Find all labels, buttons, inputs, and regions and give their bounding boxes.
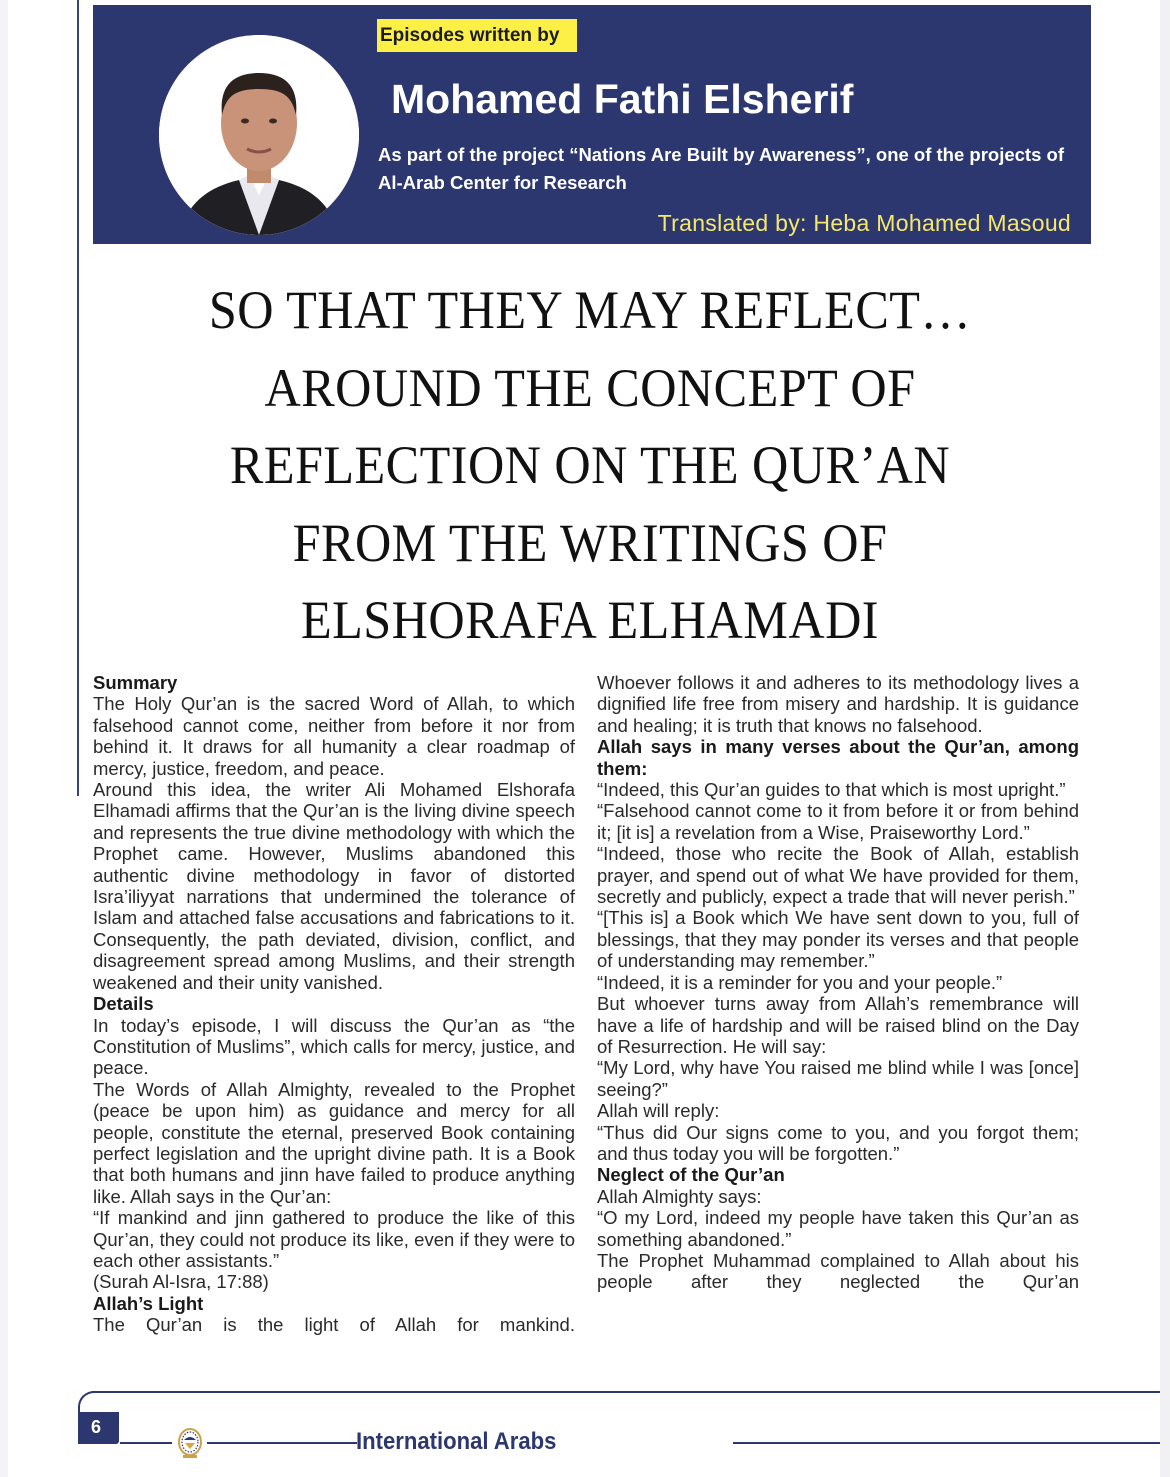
page-edge-left: [0, 0, 8, 1477]
paragraph: The Qur’an is the light of Allah for mankind.: [93, 1314, 575, 1336]
title-line: REFLECTION ON THE QUR’AN: [229, 435, 951, 495]
title-line: FROM THE WRITINGS OF: [292, 512, 888, 573]
paragraph: But whoever turns away from Allah’s remembrance will have a life of hardship and will be raised blind on the Day of Resurrection. He will say:: [597, 993, 1079, 1057]
section-heading-allahs-light: Allah’s Light: [93, 1292, 204, 1314]
section-heading-details: Details: [93, 993, 154, 1015]
magazine-name: International Arabs: [356, 1428, 557, 1455]
quote-paragraph: “Indeed, it is a reminder for you and your people.”: [597, 971, 1003, 993]
article-column-right: [597, 672, 1079, 1293]
page-number: 6: [79, 1412, 119, 1444]
citation: (Surah Al-Isra, 17:88): [93, 1271, 269, 1293]
quote-paragraph: “Falsehood cannot come to it from before it or from behind it; [it is] a revelation from a Wise, Praiseworthy Lord.”: [597, 800, 1079, 843]
footer-corner-ornament: [78, 1391, 96, 1413]
quote-paragraph: “Thus did Our signs come to you, and you forgot them; and thus today you will be forgotten.”: [597, 1121, 1079, 1164]
project-description: As part of the project “Nations Are Built by Awareness”, one of the projects of Al-Arab Center for Research: [378, 144, 1064, 193]
paragraph: In today’s episode, I will discuss the Qur’an as “the Constitution of Muslims”, which calls for mercy, justice, and peace.: [93, 1014, 575, 1079]
quote-paragraph: “Indeed, this Qur’an guides to that which is most upright.”: [597, 779, 1066, 801]
author-portrait: [159, 35, 359, 235]
section-heading-verses: Allah says in many verses about the Qur’an, among them:: [597, 736, 1079, 779]
quote-paragraph: “[This is] a Book which We have sent down to you, full of blessings, that they may ponder its verses and that people of understanding may remember.”: [597, 907, 1079, 972]
page-edge-right: [1160, 0, 1170, 1477]
paragraph: The Words of Allah Almighty, revealed to the Prophet (peace be upon him) as guidance and mercy for all people, constitute the eternal, preserved Book containing perfect legislation and the upright divine path. It is a Book that both humans and jinn have failed to produce anything like. Allah says in the Qur’an:: [93, 1078, 575, 1207]
title-line: SO THAT THEY MAY REFLECT…: [208, 280, 972, 340]
paragraph: Whoever follows it and adheres to its methodology lives a dignified life free from misery and hardship. It is guidance and healing; it is truth that knows no falsehood.: [597, 672, 1079, 736]
quote-paragraph: “My Lord, why have You raised me blind while I was [once] seeing?”: [597, 1057, 1079, 1100]
paragraph: The Holy Qur’an is the sacred Word of Allah, to which falsehood cannot come, neither from before it nor from behind it. It draws for all humanity a clear roadmap of mercy, justice, freedom, and peace.: [93, 693, 575, 779]
episodes-written-by-label: Episodes written by: [377, 19, 577, 52]
footer-divider: [92, 1391, 1160, 1393]
article-column-left: [93, 672, 575, 1336]
paragraph: Allah Almighty says:: [597, 1185, 762, 1207]
quote-paragraph: “Indeed, those who recite the Book of Allah, establish prayer, and spend out of what We have provided for them, secretly and publicly, expect a trade that will never perish.”: [597, 843, 1079, 908]
person-photo-icon: [159, 35, 359, 235]
translator-credit: Translated by: Heba Mohamed Masoud: [657, 210, 1071, 236]
title-line: AROUND THE CONCEPT OF: [264, 357, 916, 418]
title-line: ELSHORAFA ELHAMADI: [300, 590, 879, 650]
quote-paragraph: “O my Lord, indeed my people have taken this Qur’an as something abandoned.”: [597, 1207, 1079, 1250]
section-heading-summary: Summary: [93, 672, 178, 693]
emblem-logo-icon: [175, 1426, 205, 1460]
article-title: [70, 272, 1110, 660]
section-heading-neglect: Neglect of the Qur’an: [597, 1164, 785, 1186]
footer-rule: [733, 1442, 1160, 1444]
paragraph: Allah will reply:: [597, 1100, 720, 1122]
footer-rule: [207, 1442, 357, 1444]
quote-paragraph: “If mankind and jinn gathered to produce the like of this Qur’an, they could not produce its like, even if they were to each other assistants.”: [93, 1207, 575, 1271]
footer-rule: [120, 1442, 172, 1444]
author-banner: [93, 5, 1091, 244]
author-name: Mohamed Fathi Elsherif: [391, 76, 854, 122]
paragraph: Around this idea, the writer Ali Mohamed Elshorafa Elhamadi affirms that the Qur’an is the living divine speech and represents the true divine methodology with which the Prophet came. However, Muslims abandoned this authentic divine methodology in favor of distorted Isra’iliyyat narrations that undermined the tolerance of Islam and attached false accusations and fabrications to it. Consequently, the path deviated, division, conflict, and disagreement spread among Muslims, and their strength weakened and their unity vanished.: [93, 779, 575, 993]
paragraph: The Prophet Muhammad complained to Allah about his people after they neglected the Qur’an: [597, 1249, 1079, 1293]
